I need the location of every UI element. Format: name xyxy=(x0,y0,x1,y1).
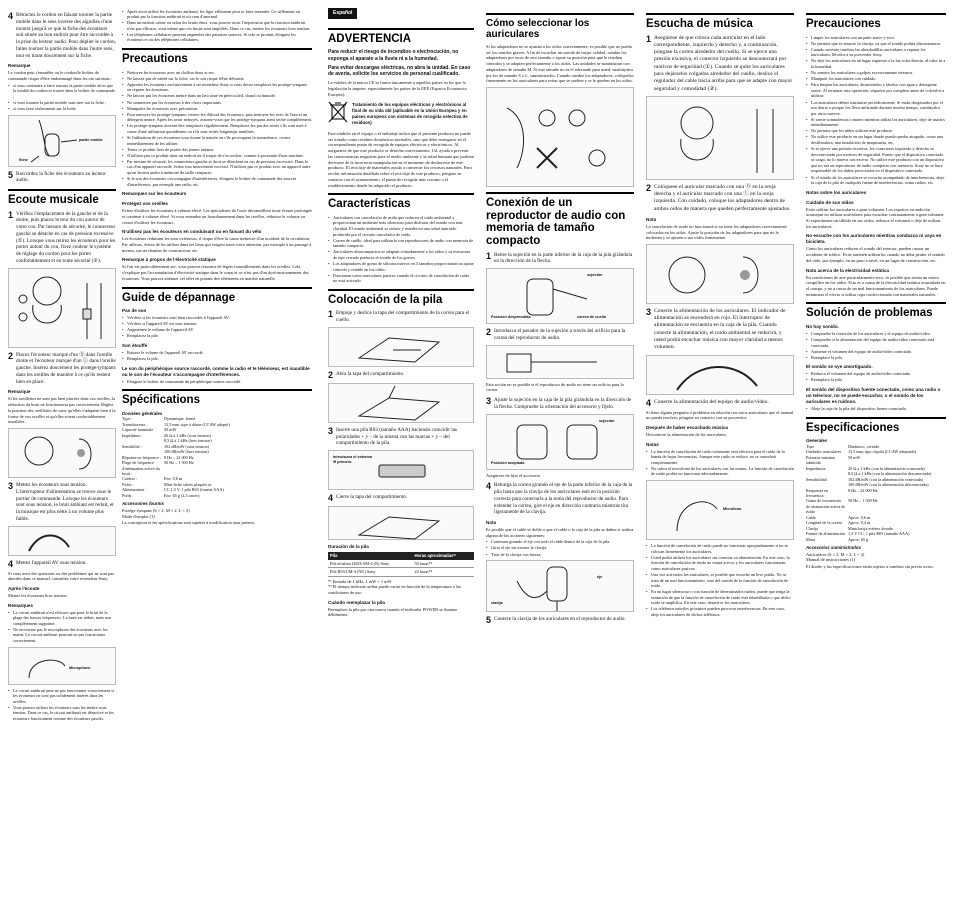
remark-title: Remarque xyxy=(8,63,31,69)
spec-label: Masa xyxy=(806,536,816,542)
heading-advertencia: ADVERTENCIA xyxy=(328,28,474,46)
spec-label: Capacité nominale : xyxy=(122,427,156,433)
weee-notice: Tratamiento de los equipos eléctricos y electrónicos al final de su vida útil (aplicable en la Unión Europea y en países europeos con sistemas de recogida selectiva de residuos) xyxy=(328,100,474,128)
spec-value: 50 Hz – 1 500 Hz xyxy=(164,460,194,466)
spec-label: Longitud de la correa xyxy=(806,520,842,526)
spec-label: Sensibilidad xyxy=(806,476,827,482)
microphone-icon xyxy=(9,648,115,686)
battery-cover-illustration xyxy=(328,327,474,367)
spec-label: Clavija xyxy=(806,525,819,531)
spec-label: Réponse en fréquence : xyxy=(122,454,162,460)
spec-value: 8 Hz – 22 000 Hz xyxy=(164,454,194,460)
spec-value: 50 mW xyxy=(848,454,861,460)
heading-como-seleccionar: Cómo seleccionar los auriculares xyxy=(486,13,634,40)
reel-icon xyxy=(487,561,633,613)
spec-value: 50 Hz – 1 500 Hz xyxy=(848,498,878,504)
earbud-icon xyxy=(487,88,633,188)
spec-value: Miniclavija estéreo dorada xyxy=(848,525,893,531)
spec-value: 8 Hz – 22 000 Hz xyxy=(848,487,878,493)
spec-value: Env. 65 g (2,3 onces) xyxy=(164,492,200,498)
heading-precauciones: Precauciones xyxy=(806,13,946,31)
column-spanish-3: Escucha de música 1 Asegúrese de que coloca cada auricular en el lado correspondiente, izquierdo y derecho y, a continuación, póngase la correa alrededor del cuello. Si se ejerce una presión excesiva, el conector izquierdo se desconectará por motivos de seguridad (①). Cuando se quite los auriculares para dejárselos colgados alrededor del cuello, deslice el regulador del cable hacia arriba para que se adapte con mayor seguridad y comodidad (②). 2 Colóquese el auricular marcado con una Ⓑ en la oreja derecha y el auricular marcado con una Ⓛ en la oreja izquierda. Con cuidado, coloque los adaptadores dentro de ambos oídos de manera que queden perfectamente ajustados. Nota La cancelación de ruido no funcionará si no tiene los adaptadores correctamente colocados en los oídos. Ajuste la posición de los adaptadores para que no le molesten y se ajusten a sus oídos firmemente. 3 Conecte la alimentación de los auriculares. El indicador de alimentación se encenderá en rojo. El interruptor de alimentación se encuentra en la caja de la pila. Cuando conecte la alimentación, el ruido ambiental se reducirá, y usted podrá escuchar música con mayor claridad a menos volumen. 4 Conecte la alimentación del equipo de audio/vídeo. Si tiene alguna pregunta o problema en relación con estos auriculares que el manual no pueda resolver, póngase en contacto con su proveedor. Después de haber escuchado música Desconecte la alimentación de los auriculares. Notas • La función de cancelación de ruido solamente será efectiva para el ruido de la banda de bajas frecuencias. Aunque este ruido se reduce, no se cancelará completamente. • No cubra el micrófono de los auriculares con las manos. La función de cancelación de ruido podría no funcionar adecuadamente. Micrófono • La función de cancelación de ruido puede no funcionar apropiadamente si no se colocan firmemente los auriculares. • Usted podrá utilizar los auriculares sin conectar su alimentación. En este caso, la función de cancelación de ruido no estará activa, y los auriculares funcionarán como auriculares pasivos. • Una vez activados los auriculares, es posible que escuche un leve pitido. No se trata de un mal funcionamiento, sino del sonido de la función de cancelación de ruido. • En un lugar silencioso o con función de determinados ruidos, puede que tenga la sensación de que la función de cancelación de ruido esta inhabilitada o que dicho ruido se amplifica. En este caso, desactive los auriculares. • Los teléfonos móviles próximos pueden provocar interferencias. En este caso, aleje los auriculares de dichos teléfonos. xyxy=(646,8,794,618)
spec-value: Env. 0,6 m xyxy=(164,476,183,482)
spec-table-es xyxy=(806,444,946,542)
spec-label: Impedancia xyxy=(806,465,826,471)
strap-icon xyxy=(487,346,633,380)
spec-label: Tipo xyxy=(806,443,814,449)
spec-label: Respuesta en frecuencia xyxy=(806,487,828,498)
spec-label: Cable xyxy=(806,514,816,520)
heading-colocacion-pila: Colocación de la pila xyxy=(328,289,474,307)
ear-icon xyxy=(9,429,115,479)
spec-table-fr xyxy=(122,416,312,498)
heading-solucion: Solución de problemas xyxy=(806,302,946,320)
spec-label: Unidades auriculares xyxy=(806,449,842,455)
power-switch-icon xyxy=(9,527,115,557)
heading-conexion: Conexión de un reproductor de audio con memoria de tamaño compacto xyxy=(486,192,634,248)
step-5: 5 Raccordez la fiche des écouteurs au lecteur audio. xyxy=(8,169,106,184)
spec-label: Fiche : xyxy=(122,481,134,487)
spec-label: Type : xyxy=(122,416,133,422)
neckband-illustration xyxy=(8,268,116,348)
step-e1: 1 Vérifiez l'emplacement de la gauche et de la droite, puis placez le tour du cou autour de votre cou. Par mesure de sécurité, le connecteur gauche se détache en cas de pression excessive (①). Lorsque vous retirez les écouteurs pour les porter autour du cou, fixez couleur le système de réglage du cordon pour les porter confortablement et en toute sécurité (②). xyxy=(8,209,116,264)
spec-label: Cordon : xyxy=(122,476,137,482)
person-neckband-icon xyxy=(647,97,793,181)
step-e3: 3 Mettez les écouteurs sous tension. L'interrupteur d'alimentation se trouve sous le portier de commande. Lorsque les écouteurs sont sous tension, le bruit ambiant est réduit, et la musique est plus nette à un volume plus faible. xyxy=(8,481,114,522)
spec-value: CC 1,5 V, 1 pile R03 (format AAA) xyxy=(164,487,224,493)
crossed-bin-icon xyxy=(328,100,348,124)
ear-illustration xyxy=(8,428,116,478)
step-e4: 4 Mettez l'appareil AV sous tension. xyxy=(8,558,87,569)
microphone-illustration: Microphone xyxy=(8,647,116,685)
heading-ecoute-musicale: Ecoute musicale xyxy=(8,189,116,207)
heading-specifications: Spécifications xyxy=(122,389,312,407)
column-spanish-1: Español ADVERTENCIA Para reducir el riesgo de incendios o electrocución, no exponga el aparato a la lluvia ni a la humedad. Para evitar descargas eléctricas, no abra la unidad. En caso de avería, solicite los servicios de personal cualificado. La validez de la marca CE se limita únicamente a aquellos países en los que la legislación la impone, especialmente los países de la EEE (Espacio Económico Europeo). Tratamiento de los equipos eléctricos y electrónicos al final de su vida útil (aplicable en la Unión Europea y en países europeos con sistemas de recogida selectiva de residuos) Este símbolo en el equipo o el embalaje indica que el presente producto no puede ser tratado como residuos domésticos normales, sino que debe entregarse en el correspondiente punto de recogida de equipos eléctricos y electrónicos. Al asegurarse de que este producto se desecha correctamente, Ud. ayuda a prevenir las consecuencias negativas para el medio ambiente y la salud humana que podrían derivarse de la incorrecta manipulación en el momento de deshacerse de este producto. El reciclaje de materiales ayuda a conservar los recursos naturales. Para recibir información detallada sobre el reciclaje de este producto, póngase en contacto con el ayuntamiento, el punto de recogida más cercano o el establecimiento donde ha adquirido el producto. Características • Auriculares con cancelación de ruido que reducen el ruido ambiental y proporcionan un ambiente más silencioso para disfrutar del sonido con más claridad. El sonido ambiental se reduce y ustedes en una señal antiruido producida por el circuito cancelador de ruido. • Correa de cuello, ideal para utilizarla con reproductores de audio con memoria de tamaño compacto. • Auriculares ultracompactos se adaptan cómodamente a los oídos y su estructura de tipo cerrado potencia el sonido de los graves. • Los adaptadores de goma de silicona nuevos en 3 tamaños proporcionan un ajuste cómodo y estable en los oídos. • Funcionan como auriculares pasivos cuando el circuito de cancelación de ruido no está activado. Colocación de la pila 1 Empuje y deslice la tapa del compartimiento de la correa para el cuello. 2 Abra la tapa del compartimiento. 3 Inserte una pila R03 (tamaño AAA) haciendo coincidir las polaridades + y – de la misma con las marcas + y – del compartimiento de la pila. Introduzca el extremo ⊖ primero. 4 Cierre la tapa del compartimiento. Duración de la pila Pila Horas aproximadas*¹ Pila alcalina LR03/AM-4 (N) Sony 50 horas*² Pila R03/UM-4 (NU) Sony 22 horas*² *¹ Entrada de 1 kHz, 1 mW + 1 mW *² El tiempo indicado arriba puede variar en función de la temperatura o las condiciones de uso. Cuándo reemplazar la pila Reemplace la pila por otra nueva cuando el indicador POWER se ilumine débilmente. xyxy=(328,8,474,619)
spec-value: 50 mW xyxy=(164,427,177,433)
column-french-2: • Après avoir utilisé les écouteurs antibruit, les liger effleurent peut se faire entendre. Ce sifflement est produit par la fonction antibruit et n'a rien d'anormal. • Dans un endroit calme ou selon les bruits émis, vous pouvez avoir l'impression que la fonction antibruit n'est pas efficace, vous même que ces bruits sont amplifiés. Dans ce cas, mettez les écouteurs hors tension. • Les téléphones cellulaires peuvent engendrer des parasites sonores. Si cela se produit, éloignez les écouteurs et ou des téléphones cellulaires. Precautions • Nettoyez les écouteurs avec un chiffon doux et sec. • Ne laissez pas de saleté sur la fiche, car le son risque d'être déformé. • Apportez les écouteurs exclusivement à un revendeur Sony si vous devez remplacer les protège-tympans ou réparer les écouteurs. • Ne laissez pas les écouteurs mettre dans un lieu situé en plein soleil, chaud ou humide. • Ne soumettez pas les écouteurs à des chocs importants. • Manipulez les écouteurs avec précaution. • Pour nettoyer les protège-tympans, retirez-les d'abord des écouteurs, puis nettoyez-les avec de l'eau et un détergent neutre. Après les avoir nettoyés, assurez-vous que les protège-tympans aient séché complètement. • Les protège-tympans doivent être remplacés régulièrement. Remplacez-les par des neufs s'ils sont usés à cause d'une utilisation quotidienne ou s'ils sont restés longtemps inutilisés. • Si l'utilisation de ces écouteurs vous donne la nausée ou s'ils provoquent la somnolence, cessez immédiatement de les utiliser. • Tenez ce produit hors de portée des jeunes enfants. • N'utilisez pas ce produit dans un endroit où il risque de s'accrocher, comme à proximité d'une machine. • Par mesure de sécurité, les connecteurs gauche et droit se détachent en cas de pression excessive. Dans le cas d'un appareil raccordé, évitez tout mouvement excessif. N'utilisez pas ce produit avec un appareil autre qu'un lecteur audio à mémoire de taille compacte. • Si le son des écouteurs s'accompagne d'interférences, éloignez le boîtier de commande des sources d'interférence, par exemple une radio, etc. Remarques sur les écouteurs Protégez vos oreilles Evitez d'utiliser les écouteurs à volume élevé. Les spécialistes de l'ouïe déconseillent toute écoute prolongée et continue à volume élevé. Si vous entendez un bourdonnement dans les oreilles, réduisez le volume ou cessez d'utiliser les écouteurs. N'utilisez pas les écouteurs en conduisant ou en faisant du vélo Les écouteurs réduisant les sons extérieurs, il risque d'être la cause indirecte d'un accident de la circulation. Par ailleurs, évitez de les utiliser dans les lieux qui exigent toute votre attention, par exemple à un passage à niveau, sur un chantier de construction, etc. Remarque à propos de l'électricité statique Si l'air est particulièrement sec, vous pouvez ressentir de légers fourmillements dans les oreilles. Cela s'explique par l'accumulation d'électricité statique dans le corps et ce n'est pas d'un dysfonctionnement des écouteurs. Vous pouvez atténuer cet effet en portant des vêtements en matière naturelle. Guide de dépannage Pas de son • Vérifiez si les écouteurs sont bien raccordés à l'appareil AV. • Vérifiez si l'appareil AV est sous tension. • Augmentez le volume de l'appareil AV. • Remplacez la pile. Son étouffé • Baissez le volume de l'appareil AV raccordé. • Remplacez la pile. Le son du périphérique source raccordé, comme la radio et le téléviseur, est inaudible ou le son de l'écouteur s'accompagne d'interférences. • Eloignez le boîtier de commande du périphérique source raccordé. Spécifications Données générales Type : Dynamique, fermé Transducteurs : 13,5 mm, type à dôme (CCAW adopté) Capacité nominale : 50 mW Impédance : 20 Ω à 1 kHz (sous tension) 8,5 Ω à 1 kHz (hors tension) Sensibilité : 102 dB/mW (sous tension) 100 dB/mW (hors tension) Réponse en fréquence : 8 Hz – 22 000 Hz Plage de fréquence d'atténuation active du bruit : 50 Hz – 1 500 Hz Cordon : Env. 0,6 m Fiche : Mini-fiche stéréo plaquée or Alimentation : CC 1,5 V, 1 pile R03 (format AAA) Poids : Env. 65 g (2,3 onces) Accessoires fournis Protège-tympans (S × 2, M × 2, L × 2) Mode d'emploi (1) La conception et les spécifications sont sujettes à modification sans préavis. xyxy=(122,8,312,527)
spec-value: 102 dB/mW (sous tension) xyxy=(164,443,209,449)
spec-value: Aprox. 0,4 m xyxy=(848,520,871,526)
remark-list: • si vous continuez à faire tourner la partie mobile alors que la totalité du cordon se trouve dans le boîtier de commande ; • si vous tournez la partie mobile sans tirer sur la fiche ; • si vous tirez violemment sur la fiche. xyxy=(8,83,116,112)
open-cover-icon xyxy=(329,384,473,424)
cord-illustration: partie mobile fiche xyxy=(8,115,116,167)
remark-text: Le cordon peut s'emmêler ou le cordon/le boîtier de commande risque d'être endommagé dans les cas suivants : xyxy=(8,70,112,81)
heading-precautions: Precautions xyxy=(122,48,312,66)
ear-icon xyxy=(647,245,793,305)
spec-value: 1,5 V CC, 1 pila R03 (tamaño AAA) xyxy=(848,531,910,537)
power-switch-icon xyxy=(647,356,793,396)
person-neckband-icon xyxy=(9,269,115,349)
spec-value: Aprox. 65 g xyxy=(848,536,869,542)
spec-label: Alimentation : xyxy=(122,487,147,493)
spec-value: Mini-fiche stéréo plaquée or xyxy=(164,481,212,487)
column-spanish-4: Precauciones • Limpie los auriculares con un paño suave y seco. • No permita que se ensucie la clavija, ya que el sonido podría distorsionarse. • Cuando necesite cambiar las almohadillas auriculares o reparar los auriculares, llévelos a su proveedor Sony. • No deje los auriculares en un lugar expuesto a la luz solar directa, al calor ni a la humedad. • No someta los auriculares a golpes excesivamente intensos. • Manipule los auriculares con cuidado. • Para limpiar los auriculares, desmóntelos y lávelos con agua y detergente suave. Al terminar esta operación, séquelos por completo antes de volverlos a utilizar. • Los auriculares deben sustituirse periódicamente. Si están desgastados por el uso diario o porque los lleva utilizando durante mucho tiempo, sustitúyalos por otros nuevos. • Si siente somnolencia o mareo mientras utiliza los auriculares, deje de usarlos inmediatamente. • No permita que los niños utilicen este producto. • No utilice este producto en un lugar donde pueda quedar atrapado, como una desfibradora, una instalación de maquinaria, etc. • Si se ejerce una presión excesiva, los conectores izquierdo y derecho se desconectarán por motivos de seguridad. Puesto que el dispositivo conectado se caiga, no lo mueva con exceso. No utilice este producto con un dispositivo que no sea un reproductor de audio compacto con memoria. Sony no se hace responsable de los daños provocados en el dispositivo conectado. • Si el sonido de los auriculares se escucha acompañado de interferencias, aleje la caja de la pila de cualquier fuente de interferencias, como radios, etc. Notas sobre los auriculares Cuidado de sus oídos Evite utilizar los auriculares a gran volumen. Los expertos en audición aconsejan no utilizar auriculares para escuchar continuamente a gran volumen. Si experimenta un silbido en sus oídos, reduzca el volumen o deje de utilizar los auriculares. No escuche con los auriculares mientras conduzca ni vaya en bicicleta. Como los auriculares reducen el sonido del exterior, pueden causar un accidente de tráfico. Evite también utilizarlos cuando no deba perder el sentido del oído, por ejemplo, en un paso a nivel, en un lugar de construcción, etc. Nota acerca de la electricidad estática En condiciones de aire particularmente seco, es posible que sienta un nuevo cosquilleo en los oídos. Esto es a causa de la electricidad estática acumulada en el cuerpo, y no a causa de un mal funcionamiento de los auriculares. Puede minimizar el efecto si utiliza ropa confeccionada con materiales naturales. Solución de problemas No hay sonido. • Compruebe la conexión de los auriculares y el equipo de audio/vídeo. • Compruebe si la alimentación del equipo de audio/vídeo conectado está conectada. • Aumente el volumen del equipo de audio/vídeo conectado. • Reemplace la pila. El sonido se oye amortiguado. • Reduzca el volumen del equipo de audio/vídeo conectado. • Reemplace la pila. El sonido del dispositivo fuente conectado, como una radio o un televisor, no se puede escuchar, o el sonido de los auriculares es ruidoso. • Aleje la caja de la pila del dispositivo fuente conectado. Especificaciones Generales Tipo Dinámico, cerrado Unidades auriculares 13,5 mm, tipo cúpula (CCAW adoptado) Potencia máxima admitida 50 mW Impedancia 20 Ω a 1 kHz (con la alimentación conectada) 8,5 Ω a 1 kHz (con la alimentación desconectada) Sensibilidad 102 dB/mW (con la alimentación conectada) 100 dB/mW (con la alimentación desconectada) Respuesta en frecuencia 8 Hz – 22 000 Hz Gama de frecuencias de atenuación activa de ruido 50 Hz – 1 500 Hz Cable Aprox. 0,6 m Longitud de la correa Aprox. 0,4 m Clavija Miniclavija estéreo dorada Fuente de alimentación 1,5 V CC, 1 pila R03 (tamaño AAA) Masa Aprox. 65 g Accesorios suministrados Auriculares (S × 2, M × 2, L × 2) Manual de instrucciones (1) El diseño y las especificaciones están sujetos a cambios sin previo aviso. xyxy=(806,8,946,571)
spec-value: 102 dB/mW (con la alimentación conectada) xyxy=(848,476,923,482)
spec-value: 8,5 Ω à 1 kHz (hors tension) xyxy=(164,438,212,444)
spec-value: Dinámico, cerrado xyxy=(848,443,880,449)
spec-value: 20 Ω à 1 kHz (sous tension) xyxy=(164,432,211,438)
spec-value: 20 Ω a 1 kHz (con la alimentación conectada) xyxy=(848,465,925,471)
step-4-text: Rétractez le cordon en faisant tourner la partie mobile dans le sens inverse des aiguilles d'une montre jusqu'à ce que la fiche des écouteurs soit située au bon endroit pour être raccordée à la prise du lecteur audio. Pour déplier le cordon, faites tourner la partie mobile dans l'autre sens, tout en tirant doucement sur la fiche. xyxy=(16,12,116,59)
heading-depannage: Guide de dépannage xyxy=(122,287,312,305)
battery-life-table: Pila Horas aproximadas*¹ Pila alcalina LR03/AM-4 (N) Sony 50 horas*² Pila R03/UM-4 (NU) Sony 22 horas*² xyxy=(328,552,474,576)
spec-value: 13,5 mm, tipo cúpula (CCAW adoptado) xyxy=(848,449,917,455)
close-cover-icon xyxy=(329,507,473,541)
heading-escucha-musica: Escucha de música xyxy=(646,13,794,31)
spec-value: 100 dB/mW (hors tension) xyxy=(164,449,209,455)
spec-label: Fuente de alimentación xyxy=(806,531,846,537)
spec-label: Poids : xyxy=(122,492,134,498)
spec-value: Dynamique, fermé xyxy=(164,416,196,422)
power-illustration xyxy=(8,526,116,556)
earpiece-sizes-illustration xyxy=(486,87,634,187)
precautions-list: • Nettoyez les écouteurs avec un chiffon doux et sec. • Ne laissez pas de saleté sur la fiche, car le son risque d'être déformé. • Apportez les écouteurs exclusivement à un revendeur Sony si vous devez remplacer les protège-tympans ou réparer les écouteurs. • Ne laissez pas les écouteurs mettre dans un lieu situé en plein soleil, chaud ou humide. • Ne soumettez pas les écouteurs à des chocs importants. • Manipulez les écouteurs avec précaution. • Pour nettoyer les protège-tympans, retirez-les d'abord des écouteurs, puis nettoyez-les avec de l'eau et un détergent neutre. Après les avoir nettoyés, assurez-vous que les protège-tympans aient séché complètement. • Les protège-tympans doivent être remplacés régulièrement. Remplacez-les par des neufs s'ils sont usés à cause d'une utilisation quotidienne ou s'ils sont restés longtemps inutilisés. • Si l'utilisation de ces écouteurs vous donne la nausée ou s'ils provoquent la somnolence, cessez immédiatement de les utiliser. • Tenez ce produit hors de portée des jeunes enfants. • N'utilisez pas ce produit dans un endroit où il risque de s'accrocher, comme à proximité d'une machine. • Par mesure de sécurité, les connecteurs gauche et droit se détachent en cas de pression excessive. Dans le cas d'un appareil raccordé, évitez tout mouvement excessif. N'utilisez pas ce produit avec un appareil autre qu'un lecteur audio à mémoire de taille compacte. • Si le son des écouteurs s'accompagne d'interférences, éloignez le boîtier de commande des sources d'interférence, par exemple une radio, etc. xyxy=(122,70,312,188)
step-4: 4 Rétractez le cordon en faisant tourner la partie mobile dans le sens inverse des aiguilles d'une montre jusqu'à ce que la fiche des écouteurs soit située au bon endroit pour être raccordée à la prise du lecteur audio. Pour déplier le cordon, faites tourner la partie mobile dans l'autre sens, tout en tirant doucement sur la fiche. xyxy=(8,11,116,59)
spec-label: Potencia máxima admitida xyxy=(806,454,835,466)
spec-label: Gama de frecuencias de atenuación activa de ruido xyxy=(806,498,846,515)
spec-label: Plage de fréquence d'atténuation active du bruit : xyxy=(122,460,160,476)
column-french-1: 4 Rétractez le cordon en faisant tourner la partie mobile dans le sens inverse des aiguilles d'une montre jusqu'à ce que la fiche des écouteurs soit située au bon endroit pour être raccordée à la prise du lecteur audio. Pour déplier le cordon, faites tourner la partie mobile dans l'autre sens, tout en tirant doucement sur la fiche. Remarque Le cordon peut s'emmêler ou le cordon/le boîtier de commande risque d'être endommagé dans les cas suivants : • si vous continuez à faire tourner la partie mobile alors que la totalité du cordon se trouve dans le boîtier de commande ; • si vous tournez la partie mobile sans tirer sur la fiche ; • si vous tirez violemment sur la fiche. partie mobile fiche 5 Raccordez la fiche des écouteurs au lecteur audio. Ecoute musicale 1 Vérifiez l'emplacement de la gauche et de la droite, puis placez le tour du cou autour de votre cou. Par mesure de sécurité, le connecteur gauche se détache en cas de pression excessive (①). Lorsque vous retirez les écouteurs pour les porter autour du cou, fixez couleur le système de réglage du cordon pour les porter confortablement et en toute sécurité (②). 2 Placez l'écouteur marqué d'un Ⓑ dans l'oreille droite et l'écouteur marqué d'un Ⓛ dans l'oreille gauche. Insérez doucement les protège-tympans dans les oreilles de manière à ce qu'ils restent bien en place. Remarque Si les oreillettes ne sont pas bien placées dans vos oreilles, la réduction du bruit ne fonctionnera pas correctement. Réglez la position des oreillettes de sorte qu'elles s'adaptent bien à la forme de vos oreilles et qu'elles soient confortablement installées. 3 Mettez les écouteurs sous tension. L'interrupteur d'alimentation se trouve sous le portier de commande. Lorsque les écouteurs sont sous tension, le bruit ambiant est réduit, et la musique est plus nette à un volume plus faible. 4 Mettez l'appareil AV sous tension. Si vous avez des questions ou des problèmes qui ne sont pas abordés dans ce manuel, consultez votre revendeur Sony. Après l'écoute Mettez les écouteurs hors tension. Remarques • Le circuit antibruit n'est efficace que pour le bruit de la plage des basses fréquences. La bruit est réduit, mais non complètement supprimé. • Ne recouvrez pas le microphone des écouteurs avec les mains. Le circuit antibruit pourrait ne pas fonctionner correctement. Microphone • Le circuit antibruit peut ne pas fonctionner correctement si les écouteurs ne sont pas solidement insérés dans les oreilles. • Vous pouvez utiliser les écouteurs sans les mettre sous tension. Dans ce cas, le circuit antibruit est désactivé et les écouteurs fonctionnent comme des écouteurs passifs. xyxy=(8,8,116,722)
spec-label: Transducteurs : xyxy=(122,421,148,427)
spec-label: Sensibilité : xyxy=(122,443,142,449)
microphone-icon xyxy=(647,481,793,541)
step-e2: 2 Placez l'écouteur marqué d'un Ⓑ dans l'oreille droite et l'écouteur marqué d'un Ⓛ dans l'oreille gauche. Insérez doucement les protège-tympans dans les oreilles de manière à ce qu'ils restent bien en place. xyxy=(8,350,116,385)
spec-value: Aprox. 0,6 m xyxy=(848,514,871,520)
spec-value: 100 dB/mW (con la alimentación desconectada) xyxy=(848,482,929,488)
spec-value: 13,5 mm, type à dôme (CCAW adopté) xyxy=(164,421,230,427)
heading-caracteristicas: Características xyxy=(328,193,474,211)
spec-label: Impédance : xyxy=(122,432,143,438)
spec-value: 8,5 Ω a 1 kHz (con la alimentación desconectada) xyxy=(848,471,932,477)
column-spanish-2: Cómo seleccionar los auriculares Si los adaptadores no se ajustan a los oídos correctamente, es posible que no pueda oír los sonidos graves. A fin de escuchar un sonido de mejor calidad, cambie los adaptadores por otros de otro tamaño o ajuste su posición para que le resulten cómodos y se adapten perfectamente a los oídos. Las unidades se suministran con adaptadores de tamaño M. Si este tamaño no es el adecuado para usted, sustitúyalos por los de tamaño S o L, suministrados. Cuando cambie los adaptadores, colóquelos firmemente en los auriculares para evitar que se suelten y se le queden en los oídos. Conexión de un reproductor de audio con memoria de tamaño compacto 1 Retire la sujeción en la parte inferior de la caja de la pila girándola en la dirección de la flecha. sujeción Posición desprendida correa de cuello 2 Introduzca el pasador de la sujeción a través del orificio para la correa del reproductor de audio. Esta acción no es posible si el reproductor de audio no tiene un orificio para la correa. 3 Ajuste la sujeción en la caja de la pila girándola en la dirección de la flecha. Compruebe la orientación del accesorio y fíjelo. sujeción Posición acoplada Asegúrese de fijar el accesorio. 4 Retraiga la correa girando el eje de la parte inferior de la caja de la pila hasta que la clavija de los auriculares esté en la posición correcta para conectarla a la toma del reproductor de audio. Para extender la correa, gire el eje en dirección contraria mientras tira ligeramente de la clavija. Nota Es posible que el cable se doble o que el cable o la caja de la pila se dañen si realiza alguna de las acciones siguientes: • Continuar girando el eje con todo el cable dentro de la caja de la pila. • Girar el eje sin extraer la clavija. • Tirar de la clavija con fuerza. eje clavija 5 Conecte la clavija de los auriculares en el reproductor de audio. xyxy=(486,8,634,627)
heading-especificaciones: Especificaciones xyxy=(806,417,946,435)
language-tab: Español xyxy=(328,8,357,19)
battery-case-icon xyxy=(329,328,473,368)
